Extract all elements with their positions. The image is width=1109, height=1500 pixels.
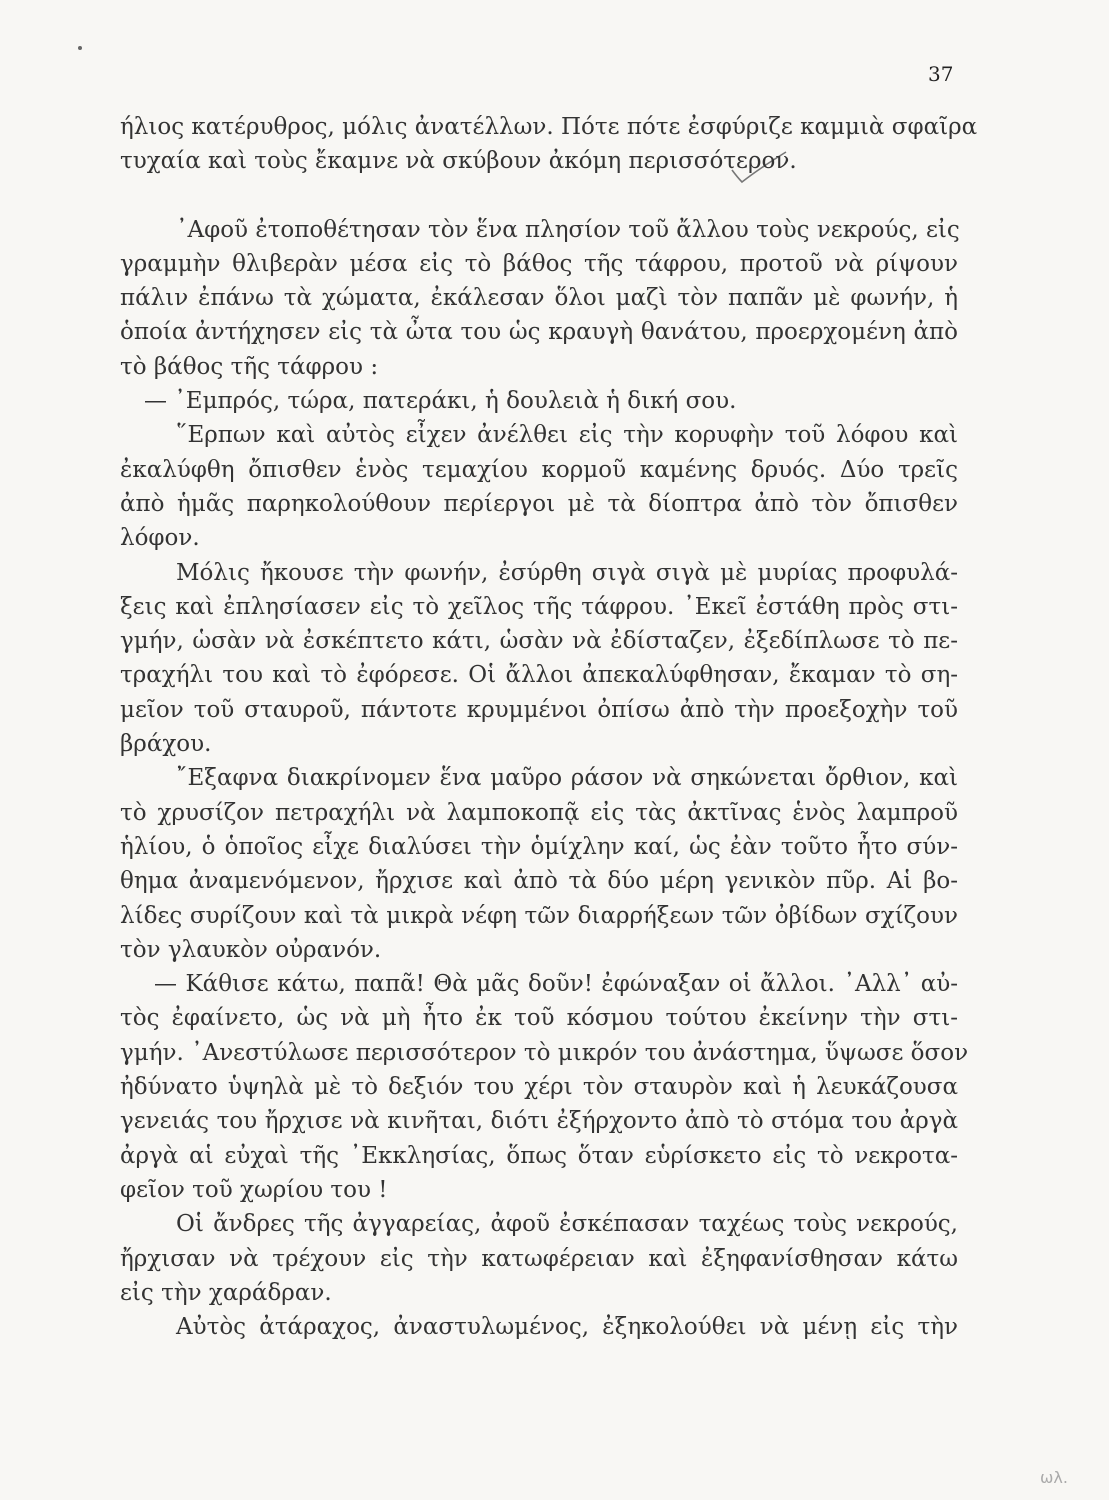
text-line: θημα ἀναμενόμενον, ἤρχισε καὶ ἀπὸ τὰ δύο μέρη γενικὸν πῦρ. Αἱ βο- bbox=[120, 868, 958, 895]
text-line: ἤρχισαν νὰ τρέχουν εἰς τὴν κατωφέρειαν καὶ ἐξηφανίσθησαν κάτω bbox=[120, 1245, 958, 1272]
text-line: τὸ χρυσίζον πετραχήλι νὰ λαμποκοπᾷ εἰς τὰς ἀκτῖνας ἑνὸς λαμπροῦ bbox=[120, 799, 958, 826]
text-line: βράχου. bbox=[120, 731, 212, 758]
page-body-text bbox=[120, 110, 978, 1344]
text-line: μεῖον τοῦ σταυροῦ, πάντοτε κρυμμένοι ὀπίσω ἀπὸ τὴν προεξοχὴν τοῦ bbox=[120, 696, 958, 723]
text-line: ήλιος κατέρυθρος, μόλις ἀνατέλλων. Πότε πότε ἐσφύριζε καμμιὰ σφαῖρα bbox=[120, 114, 978, 140]
text-line: τὸ βάθος τῆς τάφρου : bbox=[120, 353, 379, 380]
text-line: λόφον. bbox=[120, 525, 200, 552]
text-line: τραχήλι του καὶ τὸ ἐφόρεσε. Οἱ ἄλλοι ἀπεκαλύφθησαν, ἔκαμαν τὸ ση- bbox=[120, 662, 958, 689]
text-line: ἐκαλύφθη ὄπισθεν ἑνὸς τεμαχίου κορμοῦ καμένης δρυός. Δύο τρεῖς bbox=[120, 456, 958, 483]
text-line: Οἱ ἄνδρες τῆς ἀγγαρείας, ἀφοῦ ἐσκέπασαν ταχέως τοὺς νεκρούς, bbox=[176, 1211, 958, 1238]
text-line: ἀργὰ αἱ εὐχαὶ τῆς ᾿Εκκλησίας, ὅπως ὅταν εὑρίσκετο εἰς τὸ νεκροτα- bbox=[120, 1142, 958, 1169]
text-line: γραμμὴν θλιβερὰν μέσα εἰς τὸ βάθος τῆς τάφρου, προτοῦ νὰ ρίψουν bbox=[120, 250, 958, 277]
text-line: ῞Ερπων καὶ αὐτὸς εἶχεν ἀνέλθει εἰς τὴν κορυφὴν τοῦ λόφου καὶ bbox=[176, 422, 958, 449]
text-line: τυχαία καὶ τοὺς ἔκαμνε νὰ σκύβουν ἀκόμη περισσότερον. bbox=[120, 148, 797, 175]
text-line: Αὐτὸς ἀτάραχος, ἀναστυλωμένος, ἐξηκολούθει νὰ μένῃ εἰς τὴν bbox=[176, 1314, 958, 1341]
text-line: Μόλις ἤκουσε τὴν φωνήν, ἐσύρθη σιγὰ σιγὰ μὲ μυρίας προφυλά- bbox=[176, 559, 958, 586]
text-line: εἰς τὴν χαράδραν. bbox=[120, 1279, 332, 1306]
text-line: γενειάς του ἤρχισε νὰ κινῆται, διότι ἐξήρχοντο ἀπὸ τὸ στόμα του ἀργὰ bbox=[120, 1108, 958, 1135]
text-line: τὸς ἐφαίνετο, ὡς νὰ μὴ ἦτο ἐκ τοῦ κόσμου τούτου ἐκείνην τὴν στι- bbox=[120, 1005, 958, 1032]
corner-handwritten-mark: ωλ. bbox=[1040, 1468, 1068, 1487]
text-line: τὸν γλαυκὸν οὐρανόν. bbox=[120, 936, 382, 963]
text-line: — Κάθισε κάτω, παπᾶ! Θὰ μᾶς δοῦν! ἐφώναξαν οἱ ἄλλοι. ᾿Αλλ᾿ αὐ- bbox=[154, 971, 958, 998]
text-line: ξεις καὶ ἐπλησίασεν εἰς τὸ χεῖλος τῆς τάφρου. ᾿Εκεῖ ἐστάθη πρὸς στι- bbox=[120, 593, 958, 620]
text-line: γμήν, ὡσὰν νὰ ἐσκέπτετο κάτι, ὡσὰν νὰ ἐδίσταζεν, ἐξεδίπλωσε τὸ πε- bbox=[120, 628, 958, 655]
text-line: ᾿Αφοῦ ἐτοποθέτησαν τὸν ἕνα πλησίον τοῦ ἄλλου τοὺς νεκρούς, εἰς bbox=[176, 216, 960, 243]
text-line: ὁποία ἀντήχησεν εἰς τὰ ὦτα του ὡς κραυγὴ θανάτου, προερχομένη ἀπὸ bbox=[120, 319, 958, 346]
text-line: — ᾿Εμπρός, τώρα, πατεράκι, ἡ δουλειὰ ἡ δική σου. bbox=[144, 388, 737, 415]
text-line: ῎Εξαφνα διακρίνομεν ἕνα μαῦρο ράσον νὰ σηκώνεται ὄρθιον, καὶ bbox=[176, 765, 958, 792]
text-line: γμήν. ᾿Ανεστύλωσε περισσότερον τὸ μικρόν του ἀνάστημα, ὕψωσε ὅσον bbox=[120, 1039, 969, 1066]
text-line: φεῖον τοῦ χωρίου του ! bbox=[120, 1176, 388, 1203]
text-line: ἡλίου, ὁ ὁποῖος εἶχε διαλύσει τὴν ὁμίχλην καί, ὡς ἐὰν τοῦτο ἦτο σύν- bbox=[120, 833, 958, 860]
page-speck bbox=[78, 46, 82, 50]
text-line: λίδες συρίζουν καὶ τὰ μικρὰ νέφη τῶν διαρρήξεων τῶν ὀβίδων σχίζουν bbox=[120, 902, 958, 929]
text-line: πάλιν ἐπάνω τὰ χώματα, ἐκάλεσαν ὅλοι μαζὶ τὸν παπᾶν μὲ φωνήν, ἡ bbox=[120, 285, 958, 312]
text-line: ἠδύνατο ὑψηλὰ μὲ τὸ δεξιόν του χέρι τὸν σταυρὸν καὶ ἡ λευκάζουσα bbox=[120, 1074, 958, 1101]
text-line: ἀπὸ ἡμᾶς παρηκολούθουν περίεργοι μὲ τὰ δίοπτρα ἀπὸ τὸν ὄπισθεν bbox=[120, 490, 958, 517]
page-number: 37 bbox=[928, 62, 954, 86]
